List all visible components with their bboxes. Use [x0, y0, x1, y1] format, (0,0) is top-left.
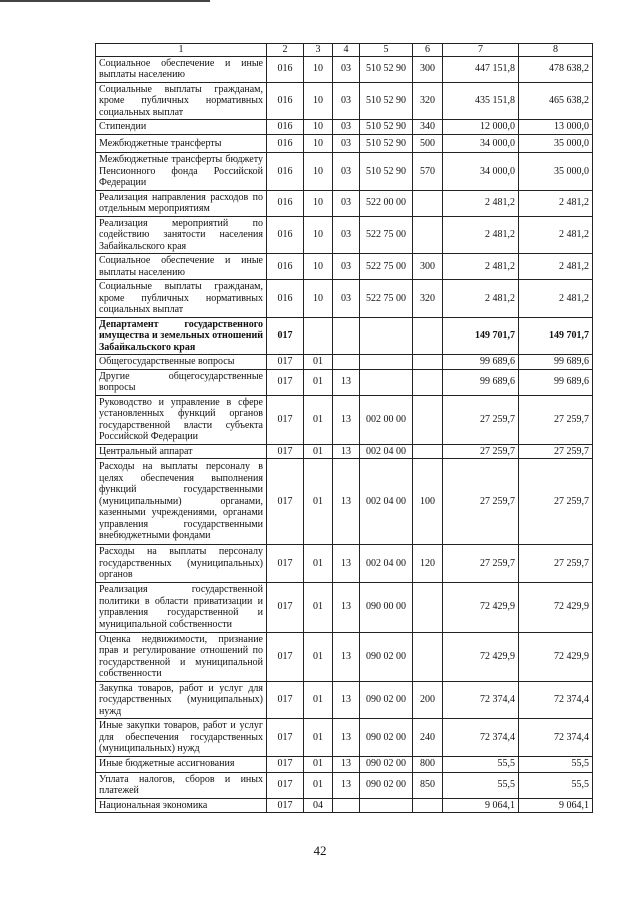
target-article-code: 090 02 00: [360, 772, 413, 798]
row-name: Другие общегосударственные вопросы: [96, 369, 267, 395]
row-name: Межбюджетные трансферты бюджету Пенсионного фонда Российской Федерации: [96, 153, 267, 191]
target-article-code: 510 52 90: [360, 120, 413, 135]
table-row: [96, 444, 593, 459]
table-row: [96, 681, 593, 719]
section-code: 01: [304, 772, 333, 798]
subsection-code: [333, 798, 360, 813]
row-name: Национальная экономика: [96, 798, 267, 813]
section-code: 01: [304, 582, 333, 632]
chapter-code: 017: [267, 582, 304, 632]
section-code: 10: [304, 190, 333, 216]
header-cell: 2: [267, 44, 304, 57]
table-row: [96, 216, 593, 254]
chapter-code: 017: [267, 545, 304, 583]
amount-year-2: 55,5: [519, 756, 593, 772]
expense-type-code: 570: [413, 153, 443, 191]
section-code: 10: [304, 153, 333, 191]
amount-year-1: 55,5: [443, 772, 519, 798]
amount-year-2: 9 064,1: [519, 798, 593, 813]
chapter-code: 017: [267, 772, 304, 798]
expense-type-code: 320: [413, 82, 443, 120]
chapter-code: 017: [267, 632, 304, 681]
amount-year-2: 149 701,7: [519, 317, 593, 355]
expense-type-code: 800: [413, 756, 443, 772]
table-row: [96, 582, 593, 632]
row-name: Социальные выплаты гражданам, кроме публичных нормативных социальных выплат: [96, 82, 267, 120]
amount-year-1: 12 000,0: [443, 120, 519, 135]
section-code: 01: [304, 632, 333, 681]
table-row: [96, 719, 593, 757]
table-row: [96, 317, 593, 355]
chapter-code: 016: [267, 82, 304, 120]
expense-type-code: 340: [413, 120, 443, 135]
chapter-code: 016: [267, 56, 304, 82]
amount-year-1: 149 701,7: [443, 317, 519, 355]
amount-year-1: 27 259,7: [443, 395, 519, 444]
header-cell: 6: [413, 44, 443, 57]
amount-year-2: 2 481,2: [519, 190, 593, 216]
target-article-code: 002 04 00: [360, 459, 413, 545]
target-article-code: [360, 798, 413, 813]
section-code: 10: [304, 82, 333, 120]
table-row: [96, 355, 593, 370]
amount-year-1: 2 481,2: [443, 190, 519, 216]
target-article-code: 522 75 00: [360, 280, 413, 318]
table-row: [96, 280, 593, 318]
section-code: 04: [304, 798, 333, 813]
amount-year-2: 2 481,2: [519, 280, 593, 318]
budget-table: [95, 43, 593, 813]
amount-year-1: 27 259,7: [443, 459, 519, 545]
subsection-code: 13: [333, 444, 360, 459]
expense-type-code: [413, 317, 443, 355]
amount-year-1: 2 481,2: [443, 254, 519, 280]
row-name: Уплата налогов, сборов и иных платежей: [96, 772, 267, 798]
subsection-code: 03: [333, 190, 360, 216]
section-code: 10: [304, 216, 333, 254]
subsection-code: 13: [333, 681, 360, 719]
target-article-code: 510 52 90: [360, 56, 413, 82]
subsection-code: 03: [333, 254, 360, 280]
table-row: [96, 56, 593, 82]
row-name: Социальное обеспечение и иные выплаты населению: [96, 56, 267, 82]
target-article-code: 002 00 00: [360, 395, 413, 444]
expense-type-code: 240: [413, 719, 443, 757]
expense-type-code: [413, 395, 443, 444]
chapter-code: 016: [267, 216, 304, 254]
amount-year-2: 465 638,2: [519, 82, 593, 120]
table-row: [96, 632, 593, 681]
row-name: Иные закупки товаров, работ и услуг для обеспечения государственных (муниципальных) нужд: [96, 719, 267, 757]
amount-year-1: 34 000,0: [443, 153, 519, 191]
subsection-code: 13: [333, 582, 360, 632]
section-code: 10: [304, 56, 333, 82]
subsection-code: 03: [333, 82, 360, 120]
amount-year-1: 72 429,9: [443, 632, 519, 681]
expense-type-code: [413, 369, 443, 395]
amount-year-1: 34 000,0: [443, 135, 519, 153]
row-name: Межбюджетные трансферты: [96, 135, 267, 153]
section-code: 10: [304, 120, 333, 135]
section-code: 01: [304, 719, 333, 757]
header-cell: 7: [443, 44, 519, 57]
page-number: 42: [313, 843, 327, 858]
chapter-code: 016: [267, 254, 304, 280]
row-name: Расходы на выплаты персоналу государственных (муниципальных) органов: [96, 545, 267, 583]
row-name: Реализация мероприятий по содействию занятости населения Забайкальского края: [96, 216, 267, 254]
expense-type-code: [413, 798, 443, 813]
table-row: [96, 135, 593, 153]
table-row: [96, 395, 593, 444]
amount-year-1: 55,5: [443, 756, 519, 772]
subsection-code: 03: [333, 216, 360, 254]
row-name: Социальное обеспечение и иные выплаты населению: [96, 254, 267, 280]
amount-year-1: 9 064,1: [443, 798, 519, 813]
table-row: [96, 545, 593, 583]
amount-year-1: 447 151,8: [443, 56, 519, 82]
amount-year-2: 72 429,9: [519, 582, 593, 632]
subsection-code: 13: [333, 395, 360, 444]
subsection-code: 03: [333, 56, 360, 82]
target-article-code: [360, 369, 413, 395]
row-name: Иные бюджетные ассигнования: [96, 756, 267, 772]
section-code: 01: [304, 459, 333, 545]
table-row: [96, 153, 593, 191]
expense-type-code: 300: [413, 56, 443, 82]
section-code: 10: [304, 135, 333, 153]
amount-year-2: 27 259,7: [519, 395, 593, 444]
section-code: 01: [304, 545, 333, 583]
expense-type-code: 500: [413, 135, 443, 153]
chapter-code: 017: [267, 317, 304, 355]
expense-type-code: 850: [413, 772, 443, 798]
section-code: 01: [304, 369, 333, 395]
expense-type-code: [413, 216, 443, 254]
subsection-code: 13: [333, 369, 360, 395]
amount-year-1: 435 151,8: [443, 82, 519, 120]
subsection-code: 03: [333, 120, 360, 135]
amount-year-1: 27 259,7: [443, 444, 519, 459]
amount-year-1: 72 429,9: [443, 582, 519, 632]
target-article-code: 522 75 00: [360, 254, 413, 280]
chapter-code: 017: [267, 395, 304, 444]
amount-year-1: 99 689,6: [443, 355, 519, 370]
target-article-code: 090 02 00: [360, 632, 413, 681]
chapter-code: 016: [267, 135, 304, 153]
target-article-code: 510 52 90: [360, 135, 413, 153]
amount-year-2: 27 259,7: [519, 545, 593, 583]
amount-year-2: 478 638,2: [519, 56, 593, 82]
table-row: [96, 756, 593, 772]
amount-year-2: 35 000,0: [519, 135, 593, 153]
amount-year-2: 2 481,2: [519, 254, 593, 280]
row-name: Реализация направления расходов по отдельным мероприятиям: [96, 190, 267, 216]
chapter-code: 016: [267, 120, 304, 135]
table-row: [96, 190, 593, 216]
target-article-code: 090 02 00: [360, 681, 413, 719]
chapter-code: 017: [267, 444, 304, 459]
subsection-code: 13: [333, 459, 360, 545]
amount-year-2: 27 259,7: [519, 444, 593, 459]
target-article-code: 090 02 00: [360, 719, 413, 757]
chapter-code: 017: [267, 681, 304, 719]
subsection-code: [333, 317, 360, 355]
section-code: [304, 317, 333, 355]
section-code: 01: [304, 395, 333, 444]
amount-year-2: 72 374,4: [519, 681, 593, 719]
expense-type-code: [413, 355, 443, 370]
target-article-code: [360, 317, 413, 355]
chapter-code: 016: [267, 153, 304, 191]
target-article-code: 090 00 00: [360, 582, 413, 632]
header-cell: 1: [96, 44, 267, 57]
section-code: 01: [304, 756, 333, 772]
amount-year-2: 72 429,9: [519, 632, 593, 681]
header-cell: 5: [360, 44, 413, 57]
table-row: [96, 798, 593, 813]
table-header-row: [96, 44, 593, 57]
row-name: Оценка недвижимости, признание прав и регулирование отношений по государственной и муниципальной собственности: [96, 632, 267, 681]
amount-year-2: 2 481,2: [519, 216, 593, 254]
amount-year-1: 99 689,6: [443, 369, 519, 395]
row-name: Руководство и управление в сфере установленных функций органов государственной власти субъекта Российской Федерации: [96, 395, 267, 444]
row-name: Социальные выплаты гражданам, кроме публичных нормативных социальных выплат: [96, 280, 267, 318]
chapter-code: 017: [267, 355, 304, 370]
target-article-code: [360, 355, 413, 370]
header-cell: 3: [304, 44, 333, 57]
target-article-code: 522 00 00: [360, 190, 413, 216]
amount-year-2: 35 000,0: [519, 153, 593, 191]
expense-type-code: 120: [413, 545, 443, 583]
chapter-code: 016: [267, 190, 304, 216]
row-name: Центральный аппарат: [96, 444, 267, 459]
amount-year-1: 72 374,4: [443, 719, 519, 757]
header-cell: 8: [519, 44, 593, 57]
chapter-code: 017: [267, 798, 304, 813]
chapter-code: 017: [267, 719, 304, 757]
expense-type-code: [413, 444, 443, 459]
row-name: Департамент государственного имущества и земельных отношений Забайкальского края: [96, 317, 267, 355]
section-code: 10: [304, 280, 333, 318]
amount-year-2: 72 374,4: [519, 719, 593, 757]
expense-type-code: 100: [413, 459, 443, 545]
amount-year-2: 99 689,6: [519, 355, 593, 370]
chapter-code: 016: [267, 280, 304, 318]
amount-year-1: 27 259,7: [443, 545, 519, 583]
chapter-code: 017: [267, 369, 304, 395]
amount-year-1: 72 374,4: [443, 681, 519, 719]
subsection-code: 13: [333, 719, 360, 757]
subsection-code: 03: [333, 280, 360, 318]
target-article-code: 002 04 00: [360, 545, 413, 583]
row-name: Реализация государственной политики в области приватизации и управления государственной и муниципальной собственности: [96, 582, 267, 632]
expense-type-code: [413, 190, 443, 216]
chapter-code: 017: [267, 459, 304, 545]
expense-type-code: [413, 632, 443, 681]
target-article-code: 510 52 90: [360, 153, 413, 191]
table-row: [96, 772, 593, 798]
amount-year-1: 2 481,2: [443, 216, 519, 254]
row-name: Общегосударственные вопросы: [96, 355, 267, 370]
expense-type-code: [413, 582, 443, 632]
top-rule: [0, 0, 210, 2]
table-row: [96, 254, 593, 280]
table-row: [96, 82, 593, 120]
target-article-code: 090 02 00: [360, 756, 413, 772]
table-row: [96, 369, 593, 395]
target-article-code: 510 52 90: [360, 82, 413, 120]
section-code: 01: [304, 355, 333, 370]
row-name: Расходы на выплаты персоналу в целях обеспечения выполнения функций государственными (муниципальными) органами, казенными учреждениями, органами управления государственными внебюджетными фондами: [96, 459, 267, 545]
amount-year-1: 2 481,2: [443, 280, 519, 318]
subsection-code: 13: [333, 756, 360, 772]
amount-year-2: 13 000,0: [519, 120, 593, 135]
expense-type-code: 300: [413, 254, 443, 280]
row-name: Стипендии: [96, 120, 267, 135]
table-row: [96, 120, 593, 135]
amount-year-2: 55,5: [519, 772, 593, 798]
expense-type-code: 320: [413, 280, 443, 318]
subsection-code: 13: [333, 545, 360, 583]
chapter-code: 017: [267, 756, 304, 772]
amount-year-2: 99 689,6: [519, 369, 593, 395]
subsection-code: 13: [333, 632, 360, 681]
subsection-code: 03: [333, 135, 360, 153]
target-article-code: 002 04 00: [360, 444, 413, 459]
subsection-code: [333, 355, 360, 370]
section-code: 01: [304, 444, 333, 459]
table-row: [96, 459, 593, 545]
section-code: 10: [304, 254, 333, 280]
row-name: Закупка товаров, работ и услуг для государственных (муниципальных) нужд: [96, 681, 267, 719]
header-cell: 4: [333, 44, 360, 57]
amount-year-2: 27 259,7: [519, 459, 593, 545]
target-article-code: 522 75 00: [360, 216, 413, 254]
subsection-code: 03: [333, 153, 360, 191]
subsection-code: 13: [333, 772, 360, 798]
section-code: 01: [304, 681, 333, 719]
expense-type-code: 200: [413, 681, 443, 719]
